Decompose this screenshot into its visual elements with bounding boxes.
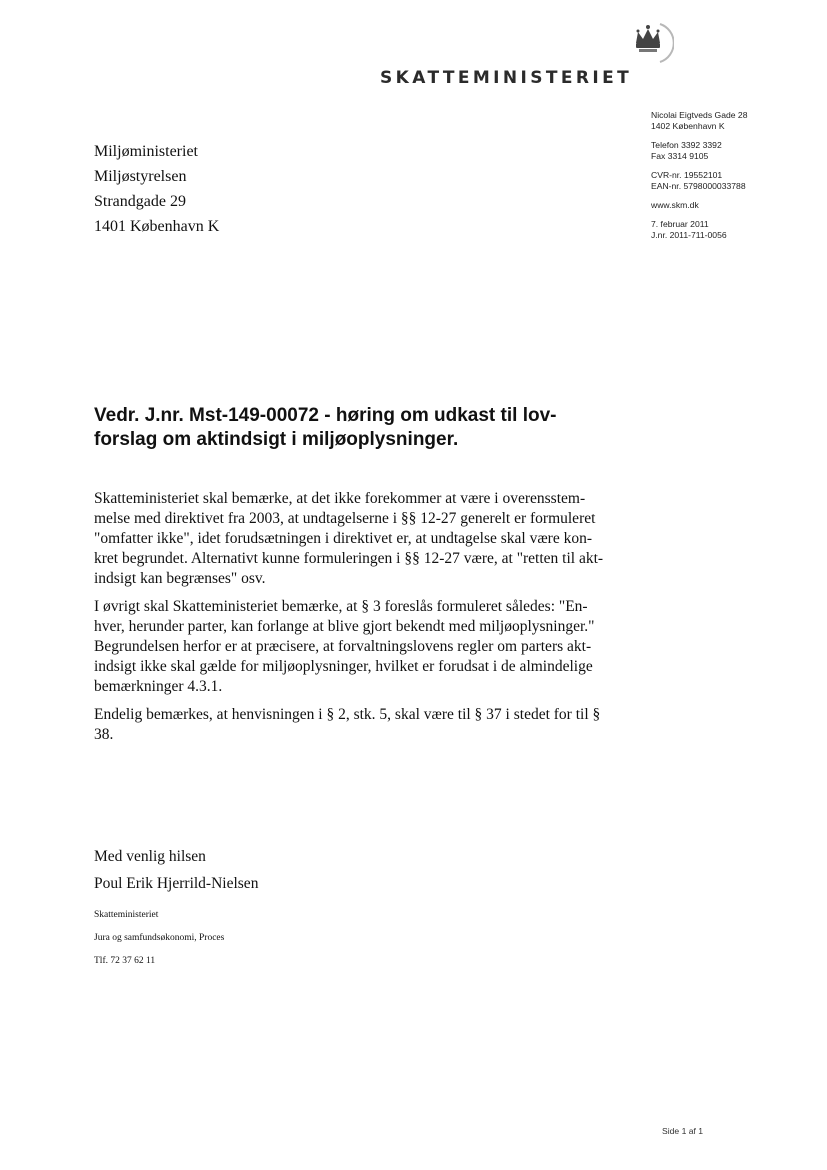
signatory-department: Jura og samfundsøkonomi, Proces (94, 933, 225, 943)
body-line: Skatteministeriet skal bemærke, at det ikke forekommer at være i overensstem- (94, 490, 586, 507)
body-line: kret begrundet. Alternativt kunne formuleringen i §§ 12-27 være, at "retten til akt- (94, 550, 604, 567)
subject-line: Vedr. J.nr. Mst-149-00072 - høring om udkast til lov- (94, 405, 557, 426)
recipient-line: Miljøministeriet (94, 143, 198, 160)
signatory-org: Skatteministeriet (94, 910, 159, 920)
recipient-line: Strandgade 29 (94, 193, 186, 210)
letter-body (94, 489, 634, 753)
body-line: indsigt ikke skal gælde for miljøoplysninger, hvilket er forudsat i de almindelige (94, 658, 593, 675)
body-line: 38. (94, 726, 114, 743)
body-line: Begrundelsen herfor er at præcisere, at forvaltningslovens regler om parters akt- (94, 638, 592, 655)
sender-phone: Telefon 3392 3392 (651, 140, 722, 150)
signatory-details (94, 904, 394, 973)
body-paragraph-3 (94, 705, 634, 745)
body-paragraph-1 (94, 489, 634, 589)
body-line: indsigt kan begrænses" osv. (94, 570, 266, 587)
ministry-logo: SKATTEMINISTERIET (380, 68, 633, 88)
signatory-phone: Tlf. 72 37 62 11 (94, 956, 156, 966)
body-line: "omfatter ikke", idet forudsætningen i direktivet er, at undtagelse skal være kon- (94, 530, 592, 547)
sender-address-line1: Nicolai Eigtveds Gade 28 (651, 110, 748, 120)
sender-fax: Fax 3314 9105 (651, 151, 709, 161)
subject-line: forslag om aktindsigt i miljøoplysninger. (94, 429, 459, 450)
sender-ean: EAN-nr. 5798000033788 (651, 181, 746, 191)
letter-date: 7. februar 2011 (651, 219, 709, 229)
page-number: Side 1 af 1 (662, 1126, 704, 1136)
recipient-address (94, 139, 394, 239)
sender-address-line2: 1402 København K (651, 121, 725, 131)
recipient-line: Miljøstyrelsen (94, 168, 187, 185)
body-line: Endelig bemærkes, at henvisningen i § 2, stk. 5, skal være til § 37 i stedet for til § (94, 706, 601, 723)
sender-block (651, 110, 821, 241)
body-line: I øvrigt skal Skatteministeriet bemærke, at § 3 foreslås formuleret således: "En- (94, 598, 588, 615)
body-paragraph-2 (94, 597, 634, 697)
sender-cvr: CVR-nr. 19552101 (651, 170, 723, 180)
crown-icon (626, 18, 674, 66)
journal-number: J.nr. 2011-711-0056 (651, 230, 727, 240)
body-line: melse med direktivet fra 2003, at undtagelserne i §§ 12-27 generelt er formuleret (94, 510, 596, 527)
subject-heading (94, 404, 634, 452)
signatory-name: Poul Erik Hjerrild-Nielsen (94, 875, 259, 892)
sender-web: www.skm.dk (651, 200, 699, 210)
body-line: hver, herunder parter, kan forlange at blive gjort bekendt med miljøoplysninger." (94, 618, 595, 635)
closing-greeting: Med venlig hilsen (94, 848, 206, 865)
body-line: bemærkninger 4.3.1. (94, 678, 223, 695)
closing-block (94, 843, 394, 897)
recipient-line: 1401 København K (94, 218, 220, 235)
